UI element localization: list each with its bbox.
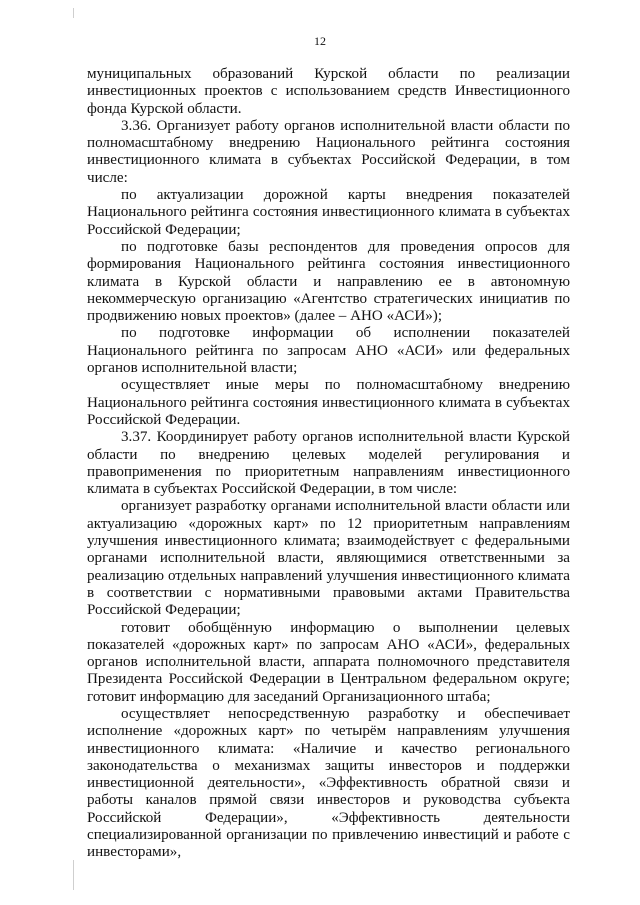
paragraph-other-measures: осуществляет иные меры по полномасштабному внедрению Национального рейтинга состояния инвестиционного климата в субъектах Российской Федерации. (87, 377, 570, 428)
paragraph-roadmap-development: организует разработку органами исполнительной власти области или актуализацию «дорожных карт» по 12 приоритетным направлениям улучшения инвестиционного климата; взаимодействует с федеральными органами исполнительной власти, являющимися ответственными за реализацию отдельных направлений улучшения инвестиционного климата в соответствии с нормативными правовыми актами Правительства Российской Федерации; (87, 498, 570, 619)
paragraph-summary-information: готовит обобщённую информацию о выполнении целевых показателей «дорожных карт» по запросам АНО «АСИ», федеральных органов исполнительной власти, аппарата полномочного представителя Президента Российской Федерации в Центральном федеральном округе; готовит информацию для заседаний Организационного штаба; (87, 619, 570, 705)
scan-mark-bottom (73, 860, 74, 890)
paragraph-roadmap-update: по актуализации дорожной карты внедрения показателей Национального рейтинга состояния инвестиционного климата в субъектах Российской Федерации; (87, 187, 570, 238)
paragraph-fund-continuation: муниципальных образований Курской области по реализации инвестиционных проектов с использованием средств Инвестиционного фонда Курской области. (87, 66, 570, 117)
document-body (87, 66, 570, 862)
scan-mark-top (73, 8, 74, 18)
page-number: 12 (314, 34, 326, 48)
paragraph-respondent-base: по подготовке базы респондентов для проведения опросов для формирования Национального рейтинга состояния инвестиционного климата в Курской области и направлению ее в автономную некоммерческую организацию «Агентство стратегических инициатив по продвижению новых проектов» (далее – АНО «АСИ»); (87, 238, 570, 325)
paragraph-3-37: 3.37. Координирует работу органов исполнительной власти Курской области по внедрению целевых моделей регулирования и правоприменения по приоритетным направлениям инвестиционного климата в субъектах Российской Федерации, в том числе: (87, 429, 570, 498)
paragraph-3-36: 3.36. Организует работу органов исполнительной власти области по полномасштабному внедрению Национального рейтинга состояния инвестиционного климата в субъектах Российской Федерации, в том числе: (87, 117, 570, 186)
paragraph-information-preparation: по подготовке информации об исполнении показателей Национального рейтинга по запросам АНО «АСИ» или федеральных органов исполнительной власти; (87, 325, 570, 377)
paragraph-direct-development: осуществляет непосредственную разработку и обеспечивает исполнение «дорожных карт» по четырём направлениям улучшения инвестиционного климата: «Наличие и качество регионального законодательства о механизмах защиты инвесторов и поддержки инвестиционной деятельности», «Эффективность обратной связи и работы каналов прямой связи инвесторов и руководства субъекта Российской Федерации», «Эффективность деятельности специализированной организации по привлечению инвестиций и работе с инвесторами», (87, 705, 570, 861)
